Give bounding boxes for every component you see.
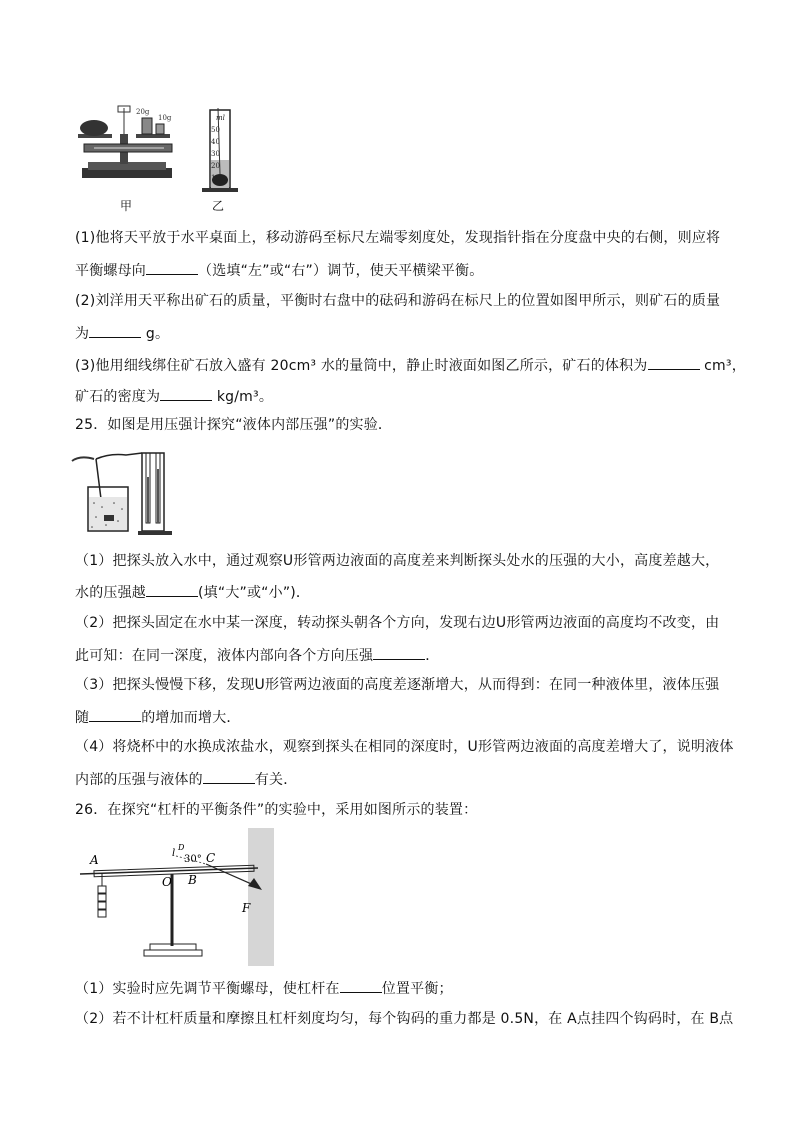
answer-blank[interactable]	[160, 386, 212, 401]
hook-weight-icon	[98, 894, 106, 901]
lever-label-angle: 30°	[184, 854, 202, 865]
q25-p3-line1: （3）把探头慢慢下移，发现U形管两边液面的高度差逐渐增大，从而得到：在同一种液体里，液体压强	[75, 677, 720, 693]
answer-blank[interactable]	[89, 707, 141, 722]
lever-label-C: C	[206, 851, 216, 865]
q26-p2: （2）若不计杠杆质量和摩擦且杠杆刻度均匀，每个钩码的重力都是 0.5N，在 A点挂四个钩码时，在 B点	[75, 1011, 734, 1027]
answer-blank[interactable]	[373, 645, 425, 660]
q25-p2-text-a: 此可知：在同一深度，液体内部向各个方向压强	[75, 648, 374, 664]
lever-label-l: l	[172, 848, 176, 859]
q25-p3-line2	[75, 707, 241, 727]
q25-p3-text-b: 的增加而增大．	[141, 710, 241, 726]
answer-blank[interactable]	[340, 978, 382, 993]
cylinder-tick: 50	[211, 126, 220, 134]
q26-p1-text-a: （1）实验时应先调节平衡螺母，使杠杆在	[75, 981, 340, 997]
lever-label-F: F	[242, 901, 251, 915]
answer-blank[interactable]	[146, 260, 198, 275]
pressure-gauge-figure	[70, 447, 175, 537]
u-tube-manometer	[142, 453, 164, 531]
cylinder-unit: ml	[216, 114, 225, 122]
weight-10g-label: 10g	[158, 114, 172, 122]
q26-p1	[75, 978, 453, 998]
answer-blank[interactable]	[89, 323, 141, 338]
q24-p2-text-b: g。	[141, 326, 170, 342]
q26-p1-text-b: 位置平衡；	[381, 981, 453, 997]
hook-weight-icon	[98, 902, 106, 909]
q24-p1-line1: (1)他将天平放于水平桌面上，移动游码至标尺左端零刻度处，发现指针指在分度盘中央的右侧，则应将	[75, 230, 721, 246]
answer-blank[interactable]	[203, 769, 255, 784]
lever-label-B: B	[188, 873, 197, 887]
ore-icon	[80, 120, 108, 136]
lever-label-A: A	[90, 853, 99, 867]
q25-p1-text-b: (填“大”或“小”)．	[198, 585, 311, 601]
q24-p1-text-b: （选填“左”或“右”）调节，使天平横梁平衡。	[198, 263, 484, 279]
q24-p3-line1	[75, 355, 746, 375]
q25-p2-text-b: ．	[425, 648, 440, 664]
balance-and-cylinder-figure	[74, 104, 249, 216]
q25-p4-text-b: 有关．	[254, 772, 298, 788]
q24-p1-line2	[75, 260, 483, 280]
q25-p2-line1: （2）把探头固定在水中某一深度，转动探头朝各个方向，发现右边U形管两边液面的高度均不改变，由	[75, 615, 720, 631]
q25-p1-line1: （1）把探头放入水中，通过观察U形管两边液面的高度差来判断探头处水的压强的大小，高度差越大，	[75, 553, 720, 569]
answer-blank[interactable]	[648, 355, 700, 370]
probe-icon	[104, 515, 114, 521]
q25-p3-text-a: 随	[75, 710, 90, 726]
cylinder-tick: 30	[211, 150, 220, 158]
lever-figure	[76, 828, 276, 966]
answer-blank[interactable]	[146, 582, 198, 597]
q24-p1-text-a: 平衡螺母向	[75, 263, 146, 279]
weight-20g-icon	[142, 118, 152, 134]
q25-title: 25．如图是用压强计探究“液体内部压强”的实验．	[75, 417, 393, 433]
q25-p4-line2	[75, 769, 297, 789]
cylinder-tick: 40	[211, 138, 220, 146]
q25-p1-line2	[75, 582, 310, 602]
label-yi: 乙	[212, 199, 225, 213]
hook-weight-icon	[98, 910, 106, 917]
q25-p2-line2	[75, 645, 439, 665]
cylinder-tick: 20	[211, 162, 220, 170]
hook-weight-icon	[98, 886, 106, 893]
cylinder-tick: 10	[211, 174, 220, 182]
weight-10g-icon	[156, 124, 164, 134]
q24-p3-line2	[75, 386, 273, 406]
weight-20g-label: 20g	[136, 108, 150, 116]
q25-p4-line1: （4）将烧杯中的水换成浓盐水，观察到探头在相同的深度时，U形管两边液面的高度差增大了，说明液体	[75, 739, 734, 755]
lever-label-D: D	[178, 843, 185, 852]
label-jia: 甲	[120, 199, 133, 213]
q24-p3-text-d: kg/m³。	[212, 389, 274, 405]
q25-p4-text-a: 内部的压强与液体的	[75, 772, 203, 788]
q24-p2-text-a: 为	[75, 326, 90, 342]
q24-p2-line2	[75, 323, 169, 343]
lever-label-O: O	[162, 875, 172, 889]
q24-p3-text-c: 矿石的密度为	[75, 389, 161, 405]
q25-p1-text-a: 水的压强越	[75, 585, 146, 601]
lever-bar	[80, 868, 258, 874]
q24-p2-line1: (2)刘洋用天平称出矿石的质量，平衡时右盘中的砝码和游码在标尺上的位置如图甲所示，则矿石的质量	[75, 293, 721, 309]
q24-p3-text-a: (3)他用细线绑住矿石放入盛有 20cm³ 水的量筒中，静止时液面如图乙所示，矿石的体积为	[75, 358, 648, 374]
q24-p3-text-b: cm³，	[699, 358, 746, 374]
q26-title: 26．在探究“杠杆的平衡条件”的实验中，采用如图所示的装置：	[75, 802, 478, 818]
